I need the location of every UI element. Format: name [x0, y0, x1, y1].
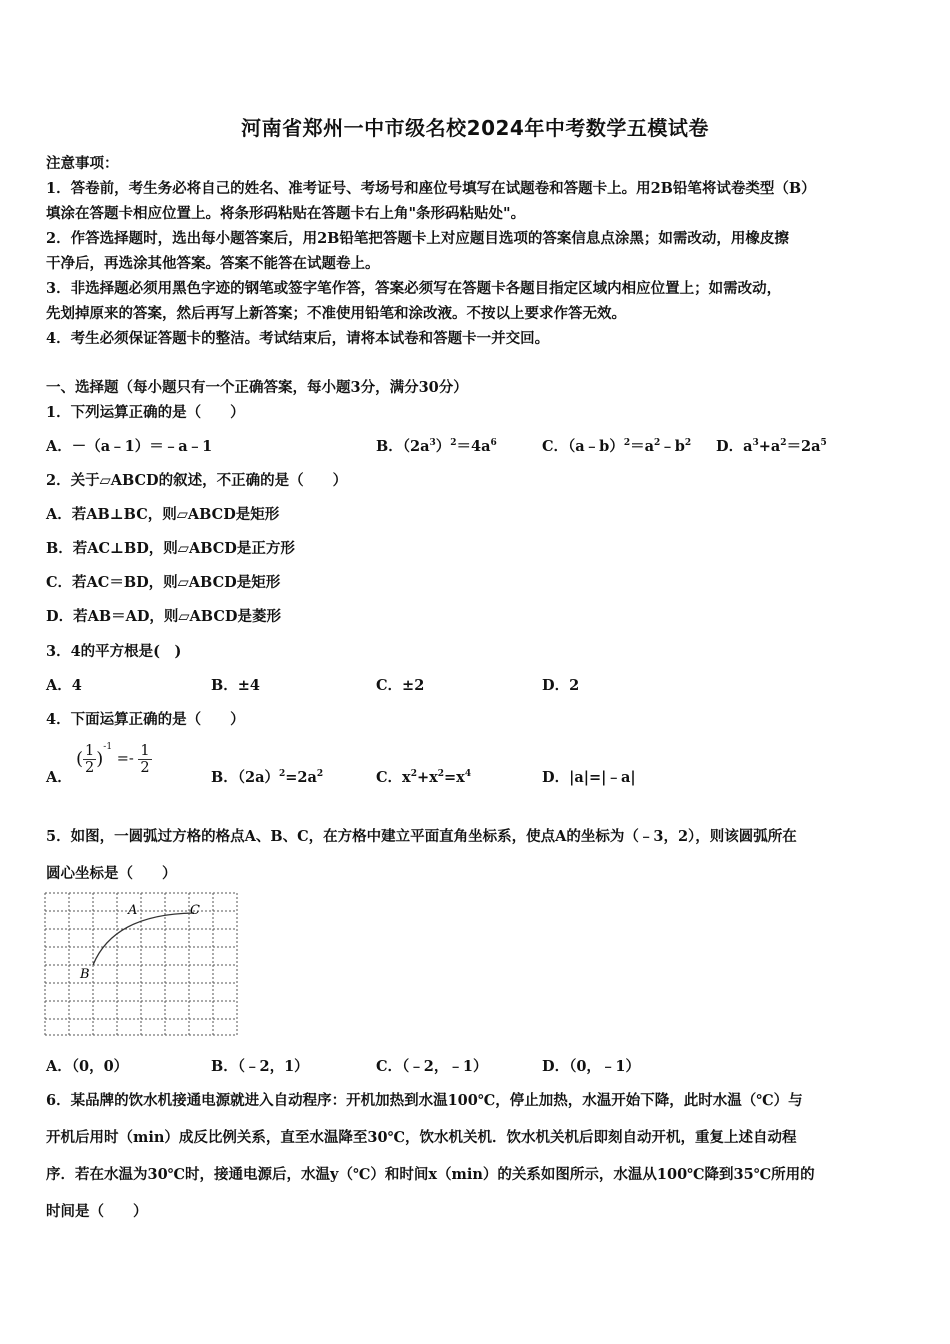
q4-option-b: B．$(2a)^2=2a^2$	[211, 769, 324, 786]
q5-option-a: A．（0，0）	[46, 1058, 129, 1075]
question-5-stem: 5．如图，一圆弧过方格的格点A、B、C，在方格中建立平面直角坐标系，使点A的坐标为（﹣3，2），则该圆弧所在	[46, 828, 797, 845]
question-1-stem: 1．下列运算正确的是（ ）	[46, 404, 245, 421]
notice-line: 4．考生必须保证答题卡的整洁。考试结束后，请将本试卷和答题卡一并交回。	[46, 330, 550, 347]
notice-line: 干净后，再选涂其他答案。答案不能答在试题卷上。	[46, 255, 380, 272]
q1-option-c: C．$(a﹣b)^2=a^2﹣b^2$	[542, 438, 692, 455]
section-heading: 一、选择题（每小题只有一个正确答案，每小题3分，满分30分）	[46, 379, 468, 396]
notice-line: 2．作答选择题时，选出每小题答案后，用2B铅笔把答题卡上对应题目选项的答案信息点涂黑；如需改动，用橡皮擦	[46, 230, 789, 247]
q3-option-a: A．4	[46, 677, 82, 694]
circular-arc	[93, 913, 194, 965]
q5-option-d: D．（0，﹣1）	[542, 1058, 641, 1075]
q2-option-d: D．若AB＝AD，则▱ABCD是菱形	[46, 608, 281, 625]
q3-option-d: D．2	[542, 677, 580, 694]
question-6-stem: 开机后用时（min）成反比例关系，直至水温降至30℃，饮水机关机．饮水机关机后即刻自动开机，重复上述自动程	[46, 1129, 797, 1146]
fraction: $\frac{1}{2}$	[140, 742, 150, 776]
question-6-stem: 序．若在水温为30℃时，接通电源后，水温y（℃）和时间x（min）的关系如图所示，水温从100℃降到35℃所用的	[46, 1166, 815, 1183]
notice-line: 3．非选择题必须用黑色字迹的钢笔或签字笔作答，答案必须写在答题卡各题目指定区域内相应位置上；如需改动，	[46, 280, 782, 297]
q4-option-a-label: A．	[46, 769, 72, 786]
notice-line: 先划掉原来的答案，然后再写上新答案；不准使用铅笔和涂改液。不按以上要求作答无效。	[46, 305, 626, 322]
q1-option-a: A．－（a﹣1）＝﹣a﹣1	[46, 438, 213, 455]
question-3-stem: 3．4的平方根是( )	[46, 643, 182, 660]
notice-heading: 注意事项：	[46, 155, 119, 172]
notice-line: 填涂在答题卡相应位置上。将条形码粘贴在答题卡右上角"条形码粘贴处"。	[46, 205, 526, 222]
q5-option-c: C．（﹣2，﹣1）	[376, 1058, 488, 1075]
question-4-stem: 4．下面运算正确的是（ ）	[46, 711, 245, 728]
fraction: $\frac{1}{2}$	[85, 742, 95, 776]
q2-option-b: B．若AC⊥BD，则▱ABCD是正方形	[46, 540, 295, 557]
q2-option-a: A．若AB⊥BC，则▱ABCD是矩形	[46, 506, 280, 523]
point-a-label: A	[128, 903, 138, 918]
grid-arc-figure	[44, 892, 238, 1036]
question-6-stem: 6．某品牌的饮水机接通电源就进入自动程序：开机加热到水温100℃，停止加热，水温开始下降，此时水温（℃）与	[46, 1092, 803, 1109]
q3-option-c: C．±2	[376, 677, 425, 694]
question-5-stem: 圆心坐标是（ ）	[46, 865, 177, 882]
notice-line: 1．答卷前，考生务必将自己的姓名、准考证号、考场号和座位号填写在试题卷和答题卡上。用2B铅笔将试卷类型（B）	[46, 180, 816, 197]
question-6-stem: 时间是（ ）	[46, 1203, 148, 1220]
q5-option-b: B．（﹣2，1）	[211, 1058, 309, 1075]
grid-lines	[45, 893, 237, 1035]
q1-option-b: B．$(2a^3)^2=4a^6$	[376, 438, 497, 455]
q4-option-d: D．|a|=|﹣a|	[542, 769, 636, 786]
question-2-stem: 2．关于▱ABCD的叙述，不正确的是（ ）	[46, 472, 348, 489]
q3-option-b: B．±4	[211, 677, 260, 694]
point-b-label: B	[80, 967, 90, 982]
page-title: 河南省郑州一中市级名校2024年中考数学五模试卷	[241, 116, 709, 140]
q2-option-c: C．若AC＝BD，则▱ABCD是矩形	[46, 574, 281, 591]
q4-option-a-formula: ( $\frac{1}{2}$ )$^{-1}$ =- $\frac{1}{2}$	[76, 742, 150, 776]
point-c-label: C	[190, 903, 200, 918]
q1-option-d: D．$a^3+a^2=2a^5$	[716, 438, 827, 455]
q4-option-c: C．$x^2+x^2=x^4$	[376, 769, 472, 786]
